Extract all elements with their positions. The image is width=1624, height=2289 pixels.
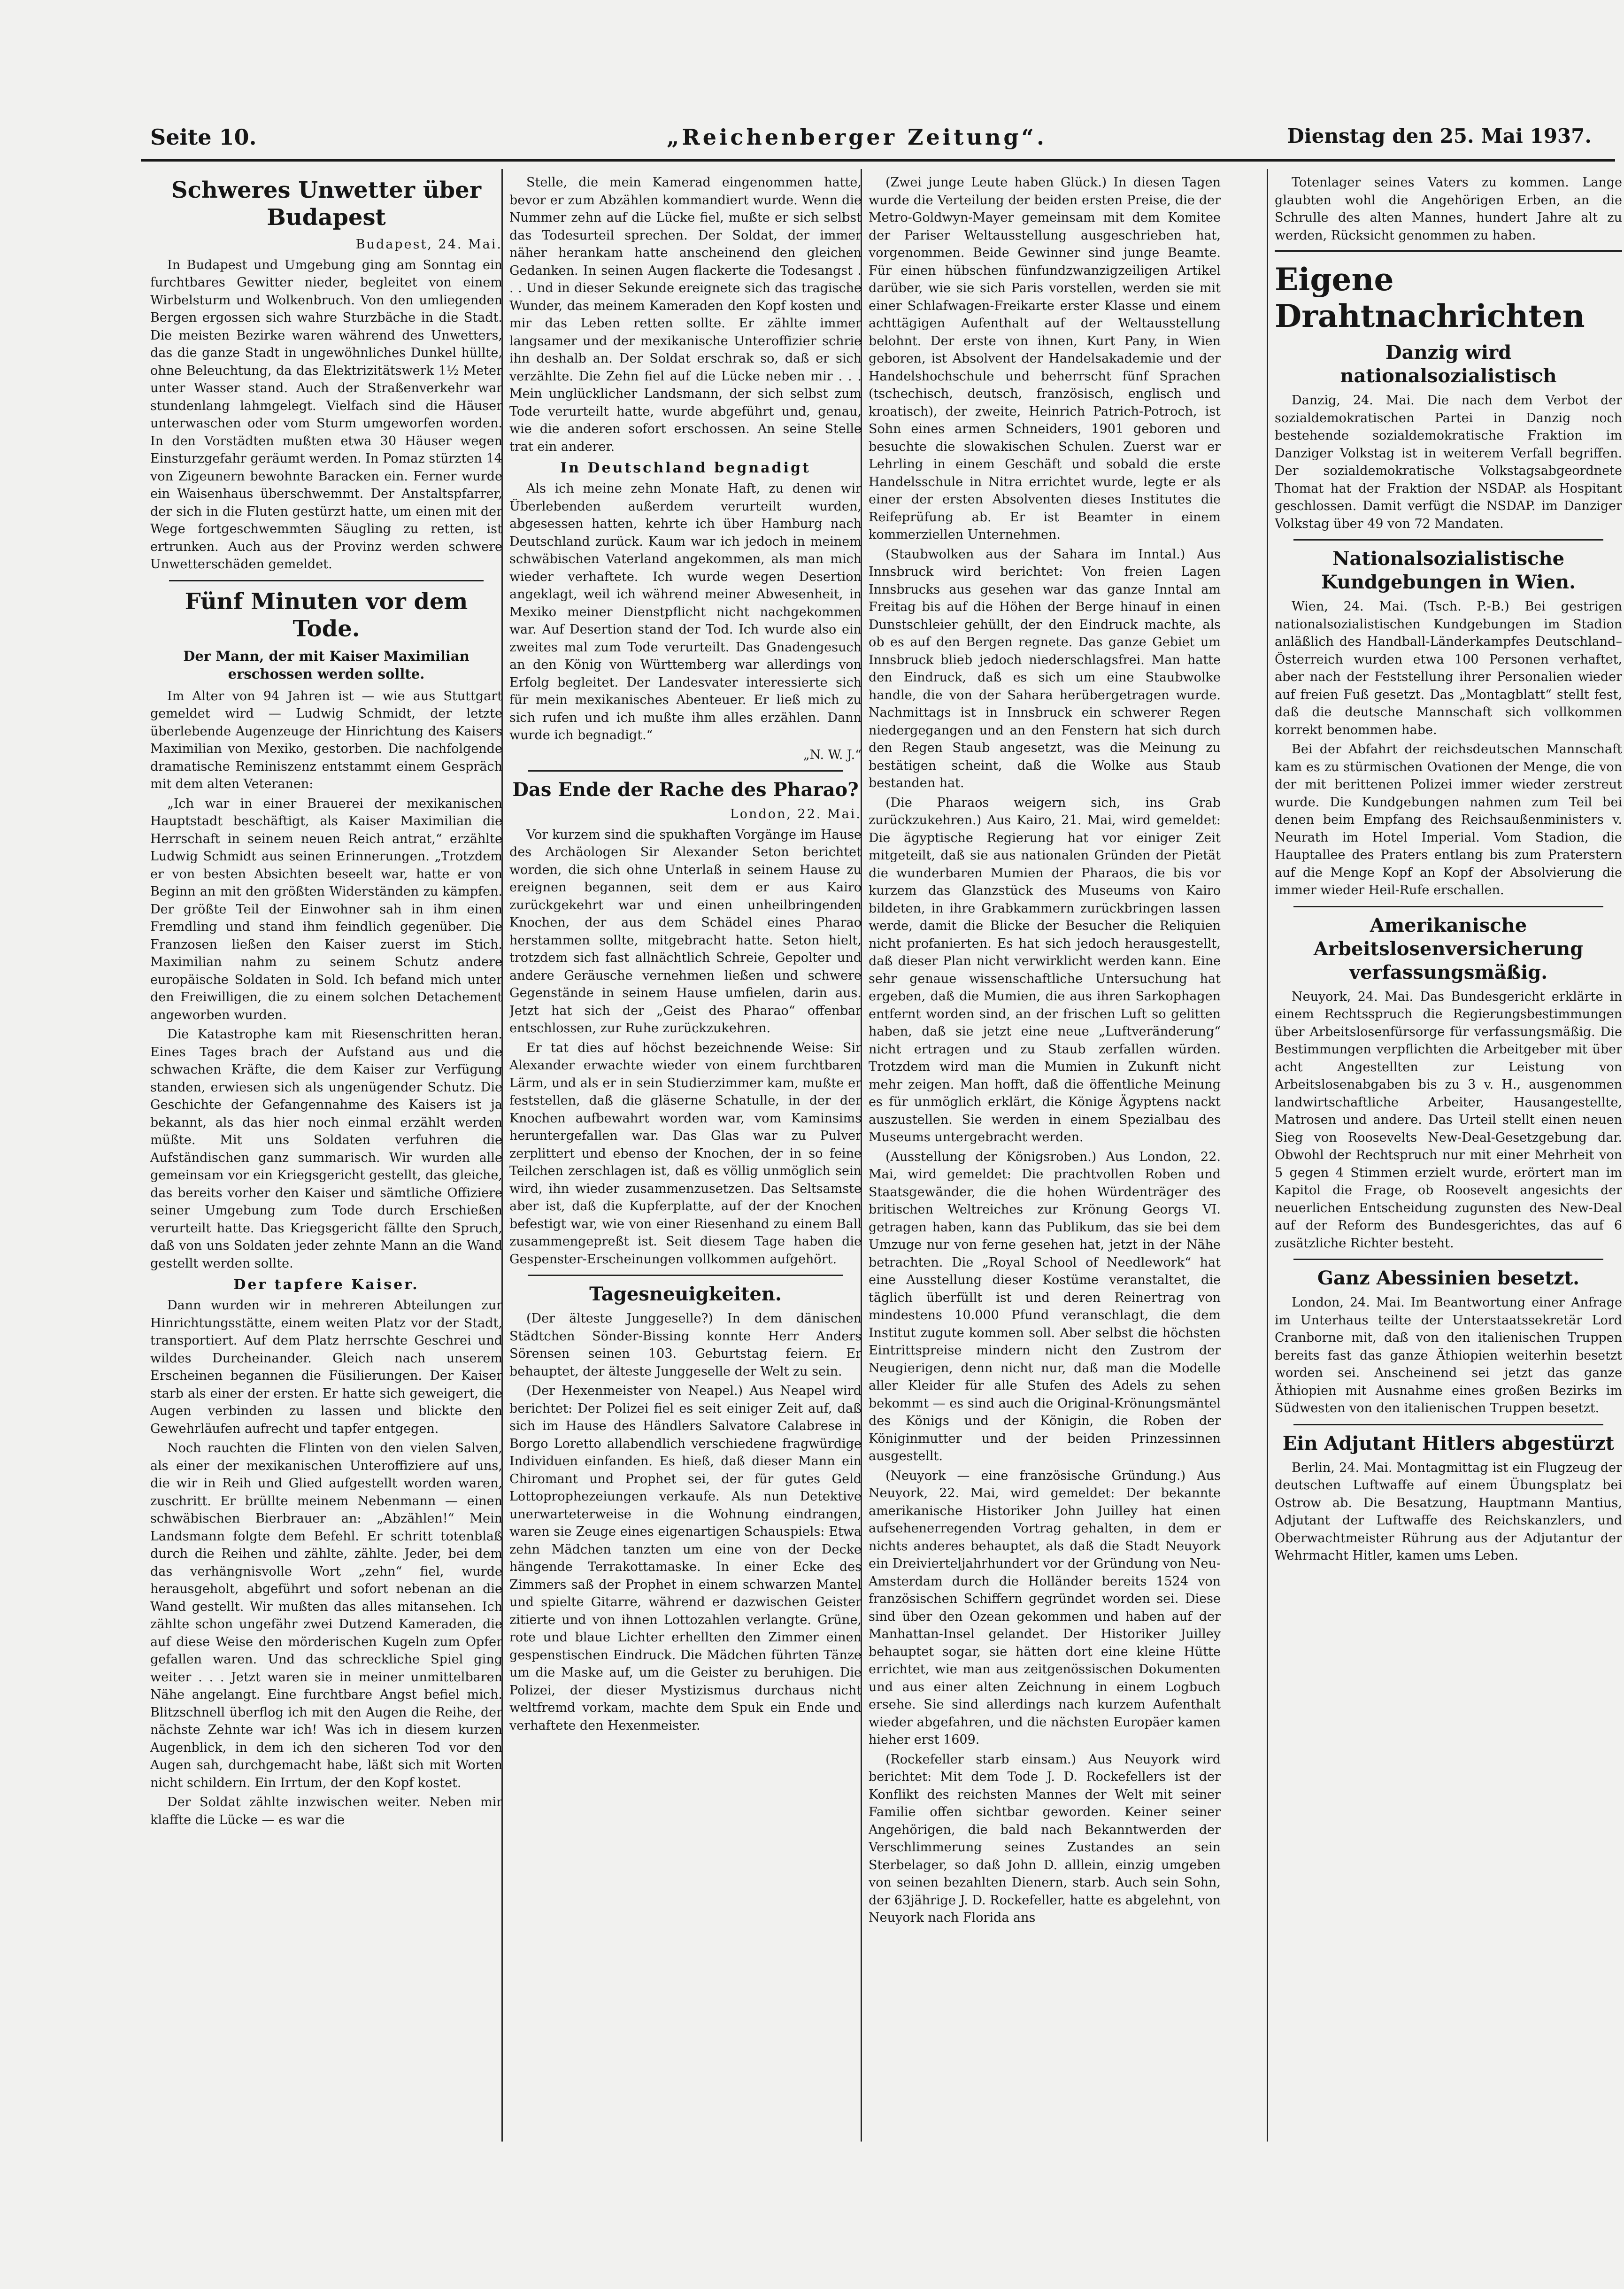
article-text: Vor kurzem sind die spukhaften Vorgänge im Hause des Archäologen Sir Alexander Seton berichtet worden, die sich ohne Unterlaß in seinem Hause zu ereignen begannen, seit dem er aus Kairo zurückgekehrt war und einen unheilbringenden Knochen, der aus dem Schädel eines Pharao herstammen sollte, mitgebracht hatte. Seton hielt, trotzdem sich fast allnächtlich Schreie, Gepolter und andere Geräusche vernehmen ließen und schwere Gegenstände in seinem Hause umfielen, darin aus. Jetzt hat sich der „Geist des Pharao“ offenbar entschlossen, zur Ruhe zurückzukehren. [509, 827, 862, 1036]
newspaper-title: „Reichenberger Zeitung“. [667, 124, 1047, 150]
page-header [141, 120, 1606, 153]
dateline: Budapest, 24. Mai. [355, 237, 502, 252]
article-text: Die Katastrophe kam mit Riesenschritten heran. Eines Tages brach der Aufstand aus und die schwachen Kräfte, die dem Kaiser zur Verfügung standen, erwiesen sich als ungenügender Schutz. Die Geschichte der Gefangennahme des Kaisers ist ja bekannt, als das hier noch einmal erzählt werden müßte. Mit uns Soldaten verfuhren die Aufständischen ganz summarisch. Wir wurden alle gemeinsam vor ein Kriegsgericht gestellt, das gleiche, das bereits vorher den Kaiser und sämtliche Offiziere seiner Umgebung zum Tode durch Erschießen verurteilt hatte. Das Kriegsgericht fällte den Spruch, daß von uns Soldaten jeder zehnte Mann an die Wand gestellt werden sollte. [150, 1027, 502, 1271]
article-divider [1293, 1259, 1603, 1260]
headline-tagesneuigkeiten: Tagesneuigkeiten. [589, 1283, 782, 1305]
article-text: (Staubwolken aus der Sahara im Inntal.) Aus Innsbruck wird berichtet: Von freien Lagen Innsbrucks aus gesehen war das ganze Inntal am Freitag bis auf die Höhen der Berge hinauf in einen Dunstschleier gehüllt, der den Eindruck machte, als ob es auf den Bergen regnete. Das ganze Gebiet um Innsbruck blieb jedoch niederschlagsfrei. Man hatte den Eindruck, daß es sich um eine Staubwolke handle, die von der Sahara herübergetragen wurde. Nachmittags ist in Innsbruck ein schwerer Regen niedergegangen und an den Fenstern hat sich durch den Regen Staub angesetzt, was die Meinung zu bestätigen scheint, daß die Wolke aus Staub bestanden hat. [869, 547, 1221, 790]
headline-five-minutes: Fünf Minuten vor dem Tode. [185, 588, 468, 642]
article-divider [1293, 539, 1603, 541]
article-text: Er tat dies auf höchst bezeichnende Weise: Sir Alexander erwachte wieder von einem furchtbaren Lärm, und als er in sein Studierzimmer kam, mußte er feststellen, daß die gläserne Schatulle, in der der Knochen aufbewahrt worden war, vom Kaminsims heruntergefallen war. Das Glas war zu Pulver zerplittert und ebenso der Knochen, der in so feine Teilchen zerschlagen ist, daß es völlig unmöglich sein wird, ihn wieder zusammenzusetzen. Das Seltsamste aber ist, daß die Kupferplatte, auf der der Knochen befestigt war, wie von einer Riesenhand zu einem Ball zusammengepreßt ist. Seit diesem Tage haben die Gespenster-Erscheinungen vollkommen aufgehört. [509, 1040, 862, 1267]
article-divider [528, 770, 843, 772]
article-divider [1293, 1424, 1603, 1425]
column-divider [1267, 169, 1268, 2142]
section-heading: In Deutschland begnadigt [560, 460, 811, 476]
headline-arbeitslosenversicherung: Amerikanische Arbeitslosenversicherung verfassungsmäßig. [1313, 914, 1584, 983]
headline-pharao: Das Ende der Rache des Pharao? [512, 779, 859, 801]
headline-budapest-storm: Schweres Unwetter über Budapest [171, 177, 481, 231]
column-4 [1275, 174, 1622, 2146]
article-text: Im Alter von 94 Jahren ist — wie aus Stuttgart gemeldet wird — Ludwig Schmidt, der letzte überlebende Augenzeuge der Hinrichtung des Kaisers Maximilian von Mexiko, gestorben. Die nachfolgende dramatische Reminiszenz entstammt einem Gespräch mit dem alten Veteranen: [150, 688, 502, 791]
article-text: Neuyork, 24. Mai. Das Bundesgericht erklärte in einem Rechtsspruch die Regierungsbestimmungen über Arbeitslosenfürsorge für verfassungsmäßig. Die Bestimmungen verpflichten die Arbeitgeber mit über acht Angestellten zur Leistung von Arbeitslosenabgaben bis zu 3 v. H., ausgenommen landwirtschaftliche Arbeiter, Hausangestellte, Matrosen und andere. Das Urteil stellt einen neuen Sieg von Roosevelts New-Deal-Gesetzgebung dar. Obwohl der Rechtspruch nur mit einer Mehrheit von 5 gegen 4 Stimmen erzielt wurde, erörtert man im Kapitol die Frage, ob Roosevelt angesichts der neuerlichen Entscheidung zugunsten des New-Deal auf der Reform des Bundesgerichtes, das auf 6 zusätzliche Richter besteht. [1275, 989, 1622, 1251]
article-text: (Die Pharaos weigern sich, ins Grab zurückzukehren.) Aus Kairo, 21. Mai, wird gemeldet: Die ägyptische Regierung hat vor einiger Zeit mitgeteilt, daß sie aus nationalen Gründen der Pietät die wunderbaren Mumien der Pharaos, die bis vor kurzem das Glanzstück des Museums von Kairo bildeten, in ihre Grabkammern zurückbringen lassen werde, damit die Blicke der Besucher die Reliquien nicht profanierten. Es hat sich jedoch herausgestellt, daß dieser Plan nicht verwirklicht werden kann. Eine sehr genaue wissenschaftliche Untersuchung hat ergeben, daß die Mumien, die aus ihren Sarkophagen entfernt worden sind, an der frischen Luft so gelitten haben, daß sie jetzt eine neue „Luftveränderung“ nicht ertragen und zu Staub zerfallen würden. Trotzdem wird man die Mumien in Zukunft nicht mehr zeigen. Man hofft, daß die öffentliche Meinung es für unmöglich erklärt, die Könige Ägyptens nackt auszustellen. Sie werden in einem Spezialbau des Museums untergebracht werden. [869, 795, 1221, 1144]
article-text: Als ich meine zehn Monate Haft, zu denen wir Überlebenden außerdem verurteilt wurden, abgesessen hatten, kehrte ich über Hamburg nach Deutschland zurück. Kaum war ich jedoch in meinem schwäbischen Vaterland angekommen, als man mich wieder verhaftete. Ich wurde wegen Desertion angeklagt, weil ich während meiner Abwesenheit, in Mexiko meiner Dienstpflicht nicht nachgekommen war. Auf Desertion stand der Tod. Ich wurde also ein zweites mal zum Tode verurteilt. Das Gnadengesuch an den König von Württemberg war allerdings von Erfolg begleitet. Der Landesvater interessierte sich für mein mexikanisches Abenteuer. Er ließ mich zu sich rufen und ich mußte ihm alles erzählen. Dann wurde ich begnadigt.“ [509, 481, 862, 742]
header-rule [141, 159, 1615, 162]
article-text: Stelle, die mein Kamerad eingenommen hatte, bevor er zum Abzählen kommandiert wurde. Wenn die Nummer zehn auf die Lücke fiel, mußte er sich selbst das Todesurteil sprechen. Der Soldat, der immer näher herankam hatte anscheinend den gleichen Gedanken. In seinen Augen flackerte die Todesangst . . . Und in dieser Sekunde ereignete sich das tragische Wunder, das meinem Kameraden den Kopf kosten und mir das Leben retten sollte. Er zählte immer langsamer und der mexikanische Unteroffizier schrie ihn deshalb an. Der Soldat erschrak so, daß er sich verzählte. Die Zehn fiel auf die Lücke neben mir . . . Mein unglücklicher Landsmann, der sich selbst zum Tode verurteilt hatte, wurde abgeführt und, genau, wie die anderen sofort erschossen. An seine Stelle trat ein anderer. [509, 175, 862, 454]
dateline: London, 22. Mai. [730, 807, 862, 821]
article-text: Der Soldat zählte inzwischen weiter. Neben mir klaffte die Lücke — es war die [150, 1795, 502, 1827]
article-text: (Der Hexenmeister von Neapel.) Aus Neapel wird berichtet: Der Polizei fiel es seit einiger Zeit auf, daß sich im Hause des Händlers Salvatore Calabrese in Borgo Loretto allabendlich verschiedene fragwürdige Individuen einfanden. Es hieß, daß dieser Mann ein Chiromant und Prophet sei, der für gutes Geld Lottoprophezeiungen verkaufe. Als nun Detektive unerwarteterweise in die Wohnung eindrangen, waren sie Zeuge eines eigenartigen Schauspiels: Etwa zehn Mädchen tanzten um eine von der Decke hängende Terrakottamaske. In einer Ecke des Zimmers saß der Prophet in einem schwarzen Mantel und spielte Gitarre, während er dazwischen Geister zitierte und von ihnen Lottozahlen verlangte. Grüne, rote und blaue Lichter erhellten den Zimmer einen gespenstischen Eindruck. Die Mädchen führten Tänze um die Maske auf, um die Geister zu beruhigen. Die Polizei, der dieser Mystizismus durchaus nicht weltfremd vorkam, machte dem Spuk ein Ende und verhaftete den Hexenmeister. [509, 1384, 862, 1733]
banner-drahtnachrichten: Eigene Drahtnachrichten [1275, 261, 1585, 334]
article-text: „Ich war in einer Brauerei der mexikanischen Hauptstadt beschäftigt, als Kaiser Maximilian die Herrschaft in seinem neuen Reich antrat,“ erzählte Ludwig Schmidt aus seinen Erinnerungen. „Trotzdem er von besten Absichten beseelt war, hatte er von Beginn an mit den größten Widerständen zu kämpfen. Der größte Teil der Einwohner sah in ihm einen Fremdling und stand ihm feindlich gegenüber. Die Franzosen ließen den Kaiser zuerst im Stich. Maximilian nahm zu seinem Schutz andere europäische Soldaten in Sold. Ich befand mich unter den Freiwilligen, die zu einem solchen Detachement angeworben wurden. [150, 796, 502, 1022]
column-3 [869, 174, 1221, 2146]
article-divider [528, 1275, 843, 1276]
section-rule [1275, 250, 1622, 252]
article-text: Wien, 24. Mai. (Tsch. P.-B.) Bei gestrigen nationalsozialistischen Kundgebungen im Stadion anläßlich des Handball-Länderkampfes Deutschland–Österreich wurden etwa 100 Personen verhaftet, aber nach der Feststellung ihrer Personalien wieder auf freien Fuß gesetzt. Das „Montagblatt“ stellt fest, daß die deutsche Mannschaft sich vollkommen korrekt benommen habe. [1275, 599, 1622, 737]
headline-danzig: Danzig wird nationalsozialistisch [1340, 341, 1557, 387]
column-1 [150, 174, 502, 2146]
page-number: Seite 10. [150, 124, 257, 150]
article-text: (Rockefeller starb einsam.) Aus Neuyork wird berichtet: Mit dem Tode J. D. Rockefellers ist der Konflikt des reichsten Mannes der Welt mit seiner Familie offen sichtbar geworden. Keiner seiner Angehörigen, die bald nach Bekanntwerden der Verschlimmerung seines Zustandes an sein Sterbelager, so daß John D. alllein, einzig umgeben von seinen bezahlten Dienern, starb. Auch sein Sohn, der 63jährige J. D. Rockefeller, hatte es abgelehnt, von Neuyork nach Florida ans [869, 1752, 1221, 1925]
section-heading: Der tapfere Kaiser. [233, 1276, 419, 1293]
article-divider [169, 580, 484, 581]
article-text: Totenlager seines Vaters zu kommen. Lange glaubten wohl die Angehörigen Erben, an die Schrulle des alten Mannes, hundert Jahre alt zu werden, Rücksicht genommen zu haben. [1275, 175, 1622, 243]
headline-wien: Nationalsozialistische Kundgebungen in Wien. [1321, 548, 1576, 593]
article-text: Noch rauchten die Flinten von den vielen Salven, als einer der mexikanischen Unteroffiziere auf uns, die wir in Reih und Glied aufgestellt worden waren, zuschritt. Er brüllte meinem Nebenmann — einen schwäbischen Bierbrauer an: „Abzählen!“ Mein Landsmann folgte dem Befehl. Er schritt totenblaß durch die Reihen und zählte, zählte. Jeder, bei dem das verhängnisvolle Wort „zehn“ fiel, wurde herausgeholt, abgeführt und sofort nebenan an die Wand gestellt. Wir mußten das alles mitansehen. Ich zählte schon ungefähr zwei Dutzend Kameraden, die auf diese Weise den mörderischen Kugeln zum Opfer gefallen waren. Und das schreckliche Spiel ging weiter . . . Jetzt waren sie in meiner unmittelbaren Nähe angelangt. Eine furchtbare Angst befiel mich. Blitzschnell überflog ich mit den Augen die Reihe, der nächste Zehnte war ich! Was ich in diesem kurzen Augenblick, in dem ich den sicheren Tod vor den Augen sah, durchgemacht habe, läßt sich mit Worten nicht schildern. Ein Irrtum, der den Kopf kostet. [150, 1441, 502, 1790]
article-text: In Budapest und Umgebung ging am Sonntag ein furchtbares Gewitter nieder, begleitet von einem Wirbelsturm und Wolkenbruch. Von den umliegenden Bergen ergossen sich wahre Sturzbäche in die Stadt. Die meisten Bezirke waren während des Unwetters, das die ganze Stadt in ungewöhnliches Dunkel hüllte, ohne Beleuchtung, da das Elektrizitätswerk 1½ Meter unter Wasser stand. Auch der Straßenverkehr war stundenlang lahmgelegt. Vielfach sind die Häuser unterwaschen oder vom Sturm umgeworfen worden. In den Vorstädten mußten etwa 30 Häuser wegen Einsturzgefahr geräumt werden. In Pomaz stürzten 14 von Zigeunern bewohnte Baracken ein. Ferner wurde ein Waisenhaus überschwemmt. Der Anstaltspfarrer, der sich in die Fluten gestürzt hatte, um einen mit der Wege fortgeschwemmten Säugling zu retten, ist ertrunken. Auch aus der Provinz werden schwere Unwetterschäden gemeldet. [150, 257, 502, 572]
subheadline: Der Mann, der mit Kaiser Maximilian erschossen werden sollte. [183, 648, 469, 682]
article-text: (Zwei junge Leute haben Glück.) In diesen Tagen wurde die Verteilung der beiden ersten Preise, die der Metro-Goldwyn-Mayer gemeinsam mit dem Komitee der Pariser Weltausstellung ausgeschrieben hat, vorgenommen. Beide Gewinner sind junge Beamte. Für einen hübschen fünfundzwanzigzeiligen Artikel darüber, wie sie sich Paris vorstellen, werden sie mit einer Schlafwagen-Freikarte erster Klasse und einem achttägigen Aufenthalt auf der Weltausstellung belohnt. Der erste von ihnen, Kurt Pany, in Wien geboren, ist Absolvent der Handelsakademie und der Handelshochschule und beherrscht fünf Sprachen (tschechisch, deutsch, französisch, englisch und kroatisch), der zweite, Heinrich Patrich-Potroch, ist Sohn eines armen Schneiders, 1901 geboren und besuchte die slowakischen Schulen. Zuerst war er Lehrling in einem Geschäft und sobald die erste Handelsschule in Nitra errichtet wurde, legte er als einer der ersten Absolventen dieses Institutes die Reifeprüfung ab. Er ist Beamter in einem kommerziellen Unternehmen. [869, 175, 1221, 542]
article-text: Berlin, 24. Mai. Montagmittag ist ein Flugzeug der deutschen Luftwaffe auf einem Übungsplatz bei Ostrow ab. Die Besatzung, Hauptmann Mantius, Adjutant der Luftwaffe des Reichskanzlers, und Oberwachtmeister Rührung aus der Adjutantur der Wehrmacht Hitler, kamen ums Leben. [1275, 1460, 1622, 1563]
article-text: (Der älteste Junggeselle?) In dem dänischen Städtchen Sönder-Bissing konnte Herr Anders Sörensen seinen 103. Geburtstag feiern. Er behauptet, der älteste Junggeselle der Welt zu sein. [509, 1311, 862, 1379]
source-signature: „N. W. J.“ [803, 747, 862, 762]
column-2 [509, 174, 862, 2146]
article-text: Bei der Abfahrt der reichsdeutschen Mannschaft kam es zu stürmischen Ovationen der Menge, die von der mit berittenen Polizei immer wieder zerstreut wurde. Die Kundgebungen nahmen zum Teil bei denen beim Empfang des Reichsaußenministers v. Neurath im Hotel Imperial. Vom Stadion, die Hauptallee des Praters entlang bis zum Praterstern auf die Menge Kopf an Kopf der Absolvierung die immer wieder Heil-Rufe erschallen. [1275, 742, 1622, 897]
issue-date: Dienstag den 25. Mai 1937. [1287, 124, 1592, 147]
headline-adjutant: Ein Adjutant Hitlers abgestürzt [1282, 1432, 1615, 1454]
article-text: Danzig, 24. Mai. Die nach dem Verbot der sozialdemokratischen Partei in Danzig noch bestehende sozialdemokratische Fraktion im Danziger Volkstag ist in weiterem Verfall begriffen. Der sozialdemokratische Volkstagsabgeordnete Thomat hat der Fraktion der NSDAP. als Hospitant geschlossen. Damit verfügt die NSDAP. im Danziger Volkstag über 49 von 72 Mandaten. [1275, 393, 1622, 531]
article-text: Dann wurden wir in mehreren Abteilungen zur Hinrichtungsstätte, einem weiten Platz vor der Stadt, transportiert. Auf dem Platz herrschte Geschrei und wildes Durcheinander. Gleich nach unserem Erscheinen begannen die Füsilierungen. Der Kaiser starb als einer der ersten. Er hatte sich geweigert, die Augen verbinden zu lassen und blickte den Gewehrläufen aufrecht und tapfer entgegen. [150, 1298, 502, 1436]
article-divider [1293, 906, 1603, 907]
article-text: (Neuyork — eine französische Gründung.) Aus Neuyork, 22. Mai, wird gemeldet: Der bekannte amerikanische Historiker John Juilley hat einen aufsehenerregenden Vortrag gehalten, in dem er nichts anderes behauptet, als daß die Stadt Neuyork ein Dreivierteljahrhundert vor der Gründung von Neu-Amsterdam durch die Holländer bereits 1524 von französischen Schiffern gegründet worden sei. Diese sind über den Ozean gekommen und haben auf der Manhattan-Insel gelandet. Der Historiker Juilley behauptet sogar, sie hätten dort eine kleine Hütte errichtet, wie man aus zeitgenössischen Dokumenten und aus einer alten Zeichnung in einem Logbuch ersehe. Sie sind allerdings nach kurzem Aufenthalt wieder abgefahren, und die nächsten Europäer kamen hieher erst 1609. [869, 1468, 1221, 1747]
article-text: London, 24. Mai. Im Beantwortung einer Anfrage im Unterhaus teilte der Unterstaatssekretär Lord Cranborne mit, daß von den italienischen Truppen bereits fast das ganze Äthiopien weiterhin besetzt worden sei. Anscheinend sei jetzt das ganze Äthiopien mit Ausnahme eines großen Bezirks im Südwesten von den italienischen Truppen besetzt. [1275, 1295, 1622, 1415]
article-text: (Ausstellung der Königsroben.) Aus London, 22. Mai, wird gemeldet: Die prachtvollen Roben und Staatsgewänder, die die hohen Würdenträger des britischen Weltreiches zur Krönung Georgs VI. getragen haben, kann das Publikum, das sie bei dem Umzuge nur von ferne gesehen hat, jetzt in der Nähe betrachten. Die „Royal School of Needlework“ hat eine Ausstellung dieser Kostüme veranstaltet, die täglich überfüllt ist und deren Reinertrag von mindestens 10.000 Pfund veranschlagt, die dem Institut zugute kommen soll. Aber selbst die höchsten Eintrittspreise mindern nicht den Zustrom der Neugierigen, denn nicht nur, daß man die Modelle aller Kleider für alle Stufen des Adels zu sehen bekommt — es sind auch die Original-Krönungsmäntel des Königs und der Königin, die Roben der Königinmutter und der beiden Prinzessinnen ausgestellt. [869, 1149, 1221, 1463]
headline-abessinien: Ganz Abessinien besetzt. [1317, 1267, 1580, 1289]
